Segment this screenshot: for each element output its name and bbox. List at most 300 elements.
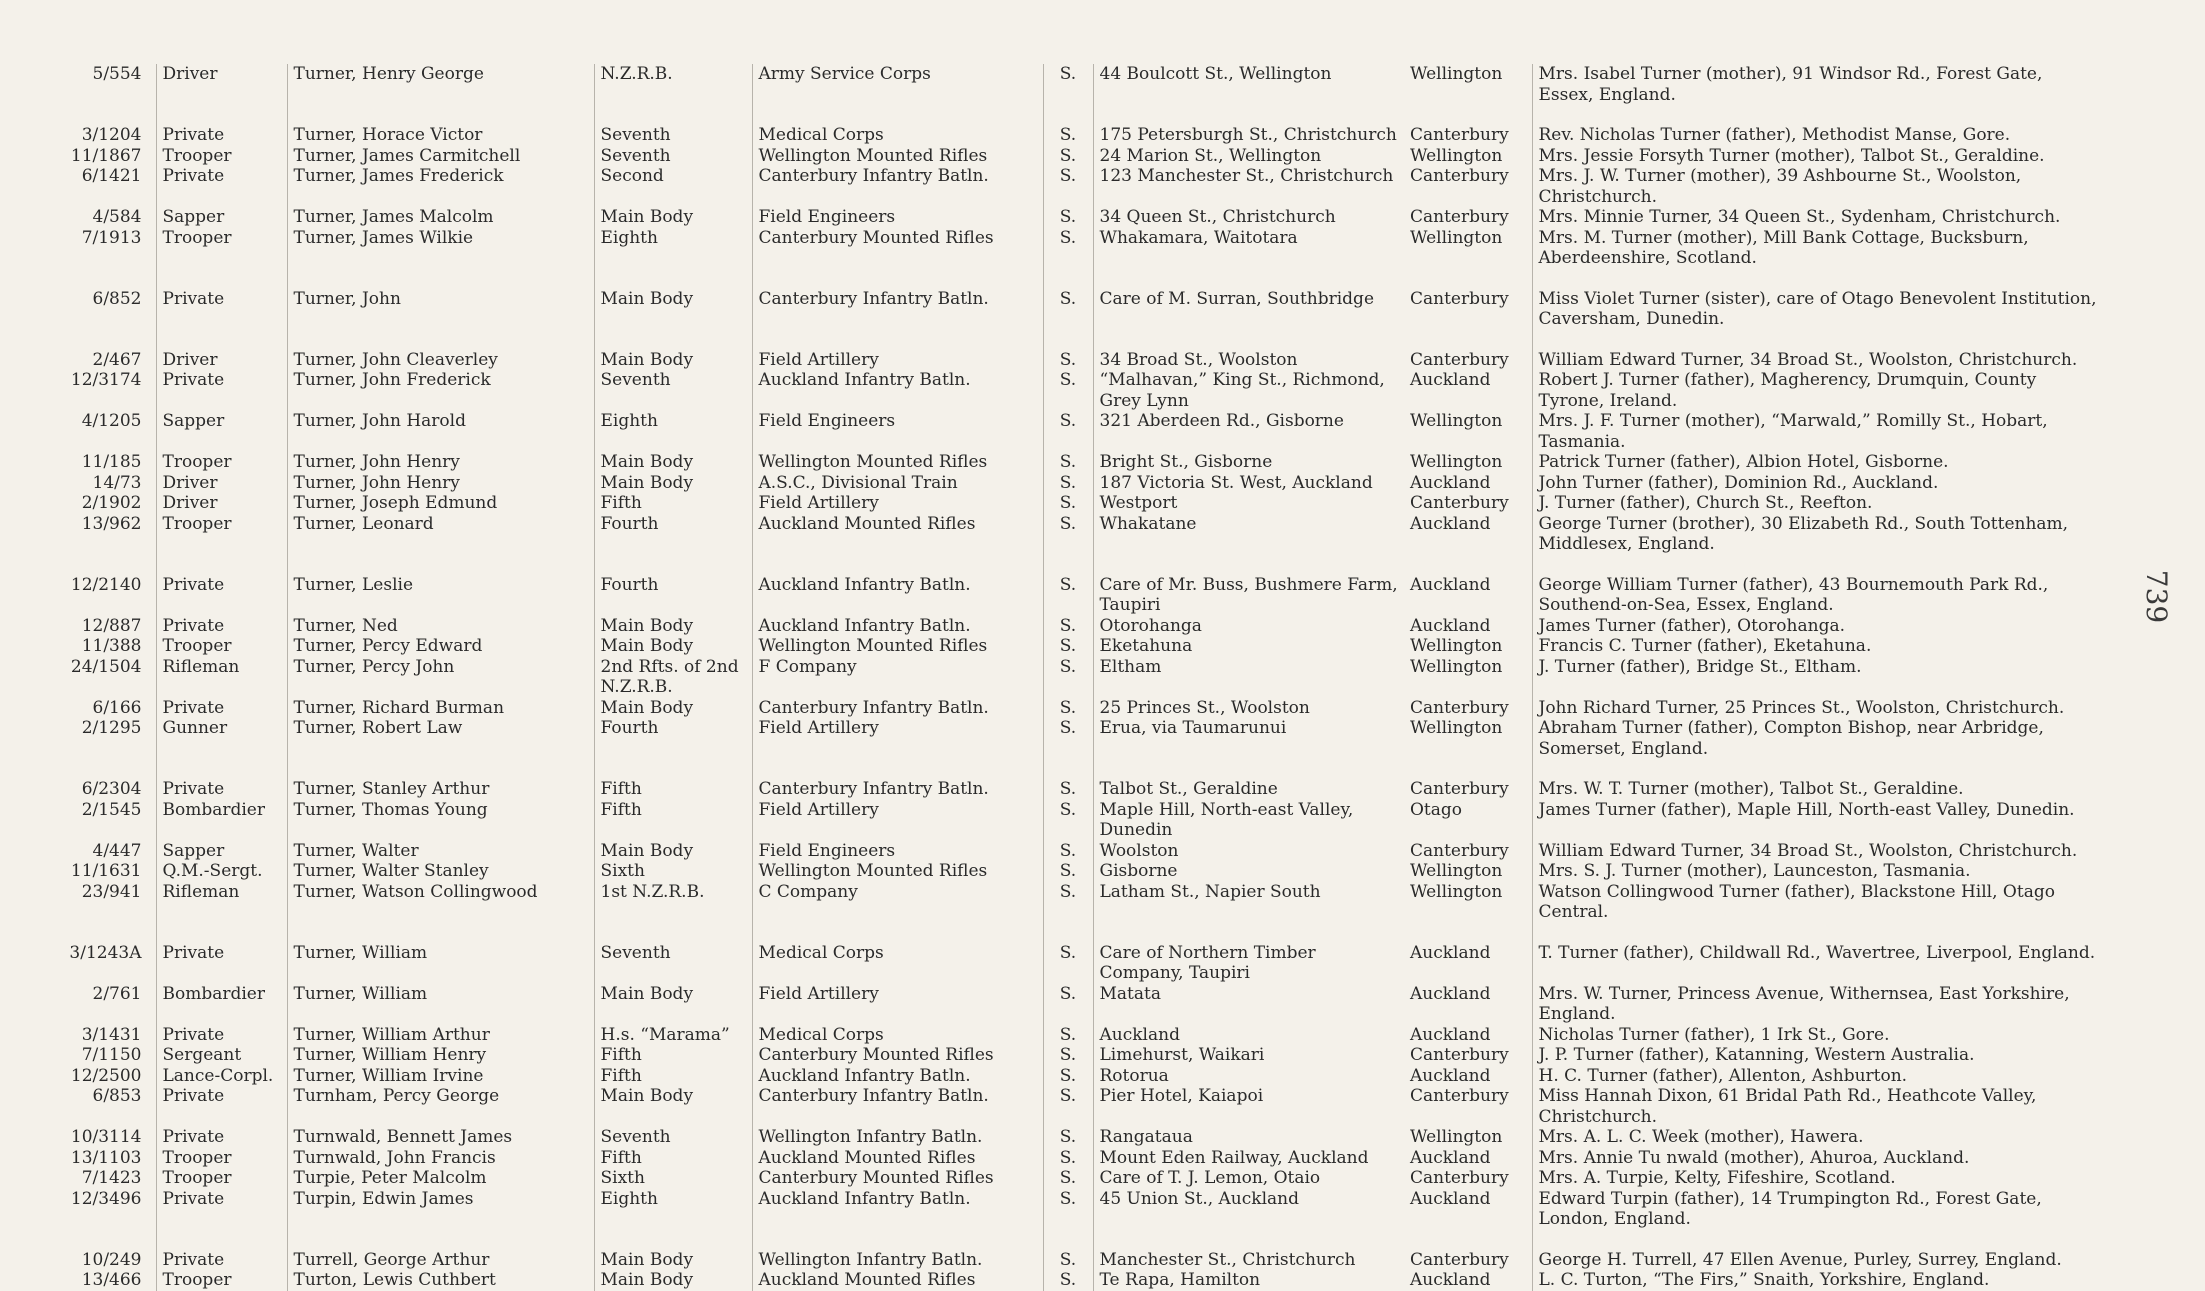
reg-number: 7/1423 xyxy=(81,1168,142,1188)
soldier-name: Turner, Walter xyxy=(287,841,594,862)
rank: Private xyxy=(156,269,287,330)
marital-status: S. xyxy=(1043,228,1093,269)
rank: Driver xyxy=(156,330,287,371)
marital-status: S. xyxy=(1043,841,1093,862)
table-row xyxy=(60,1127,2106,1148)
soldier-name: Turner, William xyxy=(287,923,594,984)
unit: Main Body xyxy=(594,330,752,371)
table-row xyxy=(60,800,2106,841)
marital-status: S. xyxy=(1043,1066,1093,1087)
unit: 2nd Rfts. of 2nd N.Z.R.B. xyxy=(594,657,752,698)
address: Latham St., Napier South xyxy=(1093,882,1404,923)
soldier-name: Turner, John Cleaverley xyxy=(287,330,594,371)
marital-status: S. xyxy=(1043,861,1093,882)
corps: Field Artillery xyxy=(752,330,1043,371)
soldier-name: Turnwald, Bennett James xyxy=(287,1127,594,1148)
district: Wellington xyxy=(1410,411,1503,431)
soldier-name: Turton, Lewis Cuthbert xyxy=(287,1270,594,1291)
reg-number: 10/249 xyxy=(81,1249,142,1270)
table-row xyxy=(60,1230,2106,1271)
address: Whakatane xyxy=(1093,514,1404,555)
next-of-kin: Edward Turpin (father), 14 Trumpington Rd., Forest Gate, London, England. xyxy=(1532,1189,2106,1230)
soldier-name: Turner, John Henry xyxy=(287,473,594,494)
marital-status: S. xyxy=(1043,636,1093,657)
district: Wellington xyxy=(1410,145,1503,166)
next-of-kin: Mrs. A. L. C. Week (mother), Hawera. xyxy=(1532,1127,2106,1148)
rank: Lance-Corpl. xyxy=(156,1066,287,1087)
corps: Field Artillery xyxy=(752,800,1043,841)
next-of-kin: Patrick Turner (father), Albion Hotel, Gisborne. xyxy=(1532,452,2106,473)
reg-number: 24/1504 xyxy=(70,656,142,677)
address: Bright St., Gisborne xyxy=(1093,452,1404,473)
reg-number: 5/554 xyxy=(92,64,142,84)
reg-number: 13/1103 xyxy=(70,1147,142,1168)
marital-status: S. xyxy=(1043,166,1093,207)
table-row xyxy=(60,166,2106,207)
soldier-name: Turner, Percy John xyxy=(287,657,594,698)
next-of-kin: George William Turner (father), 43 Bournemouth Park Rd., Southend-on-Sea, Essex, England. xyxy=(1532,555,2106,616)
corps: Field Artillery xyxy=(752,984,1043,1025)
soldier-name: Turner, John Harold xyxy=(287,411,594,452)
table-row xyxy=(60,636,2106,657)
unit: Sixth xyxy=(594,861,752,882)
soldier-name: Turner, John xyxy=(287,269,594,330)
soldier-name: Turner, Watson Collingwood xyxy=(287,882,594,923)
district: Auckland xyxy=(1410,1270,1491,1290)
corps: Auckland Infantry Batln. xyxy=(752,616,1043,637)
corps: A.S.C., Divisional Train xyxy=(752,473,1043,494)
marital-status: S. xyxy=(1043,882,1093,923)
unit: Fourth xyxy=(594,514,752,555)
rank: Private xyxy=(156,698,287,719)
corps: Auckland Mounted Rifles xyxy=(752,514,1043,555)
address: 123 Manchester St., Christchurch xyxy=(1093,166,1404,207)
marital-status: S. xyxy=(1043,1189,1093,1230)
rank: Private xyxy=(156,105,287,146)
corps: Canterbury Infantry Batln. xyxy=(752,166,1043,207)
address: Care of Mr. Buss, Bushmere Farm, Taupiri xyxy=(1093,555,1404,616)
unit: Fifth xyxy=(594,759,752,800)
unit: Fourth xyxy=(594,718,752,759)
next-of-kin: Nicholas Turner (father), 1 Irk St., Gore. xyxy=(1532,1025,2106,1046)
marital-status: S. xyxy=(1043,514,1093,555)
corps: Field Engineers xyxy=(752,841,1043,862)
table-row xyxy=(60,411,2106,452)
address: Gisborne xyxy=(1093,861,1404,882)
table-row xyxy=(60,718,2106,759)
next-of-kin: John Richard Turner, 25 Princes St., Woolston, Christchurch. xyxy=(1532,698,2106,719)
marital-status: S. xyxy=(1043,718,1093,759)
address: 34 Broad St., Woolston xyxy=(1093,330,1404,371)
next-of-kin: Mrs. J. W. Turner (mother), 39 Ashbourne St., Woolston, Christchurch. xyxy=(1532,166,2106,207)
marital-status: S. xyxy=(1043,269,1093,330)
address: Otorohanga xyxy=(1093,616,1404,637)
reg-number: 2/1545 xyxy=(81,799,142,820)
marital-status: S. xyxy=(1043,1086,1093,1127)
reg-number: 11/1631 xyxy=(70,861,142,881)
address: 25 Princes St., Woolston xyxy=(1093,698,1404,719)
district: Canterbury xyxy=(1410,349,1509,370)
address: Care of Northern Timber Company, Taupiri xyxy=(1093,923,1404,984)
rank: Private xyxy=(156,1230,287,1271)
soldier-name: Turner, Leonard xyxy=(287,514,594,555)
table-row xyxy=(60,370,2106,411)
district: Canterbury xyxy=(1410,288,1509,309)
district: Canterbury xyxy=(1410,493,1509,513)
corps: Canterbury Infantry Batln. xyxy=(752,759,1043,800)
next-of-kin: Mrs. A. Turpie, Kelty, Fifeshire, Scotland. xyxy=(1532,1168,2106,1189)
table-row xyxy=(60,657,2106,698)
corps: Auckland Infantry Batln. xyxy=(752,370,1043,411)
unit: Fifth xyxy=(594,1148,752,1169)
soldier-name: Turnham, Percy George xyxy=(287,1086,594,1127)
corps: Wellington Mounted Rifles xyxy=(752,146,1043,167)
reg-number: 3/1431 xyxy=(81,1024,142,1045)
district: Canterbury xyxy=(1410,1168,1509,1188)
table-row xyxy=(60,228,2106,269)
unit: Main Body xyxy=(594,1086,752,1127)
rank: Driver xyxy=(156,64,287,105)
reg-number: 6/2304 xyxy=(81,779,142,799)
address: Pier Hotel, Kaiapoi xyxy=(1093,1086,1404,1127)
district: Auckland xyxy=(1410,615,1491,636)
district: Auckland xyxy=(1410,942,1491,963)
unit: Main Body xyxy=(594,841,752,862)
marital-status: S. xyxy=(1043,146,1093,167)
corps: Wellington Mounted Rifles xyxy=(752,861,1043,882)
unit: Main Body xyxy=(594,1270,752,1291)
district: Auckland xyxy=(1410,574,1491,595)
next-of-kin: Mrs. M. Turner (mother), Mill Bank Cottage, Bucksburn, Aberdeenshire, Scotland. xyxy=(1532,228,2106,269)
marital-status: S. xyxy=(1043,1148,1093,1169)
marital-status: S. xyxy=(1043,1025,1093,1046)
reg-number: 11/185 xyxy=(81,452,142,472)
soldier-name: Turner, John Henry xyxy=(287,452,594,473)
reg-number: 12/3496 xyxy=(70,1188,142,1209)
reg-number: 13/466 xyxy=(81,1270,142,1290)
unit: Main Body xyxy=(594,616,752,637)
marital-status: S. xyxy=(1043,698,1093,719)
corps: Medical Corps xyxy=(752,1025,1043,1046)
unit: Eighth xyxy=(594,228,752,269)
corps: Auckland Infantry Batln. xyxy=(752,1066,1043,1087)
next-of-kin: Mrs. W. T. Turner (mother), Talbot St., Geraldine. xyxy=(1532,759,2106,800)
next-of-kin: Francis C. Turner (father), Eketahuna. xyxy=(1532,636,2106,657)
corps: Canterbury Mounted Rifles xyxy=(752,1045,1043,1066)
rank: Driver xyxy=(156,473,287,494)
rank: Sapper xyxy=(156,411,287,452)
marital-status: S. xyxy=(1043,657,1093,698)
corps: Auckland Mounted Rifles xyxy=(752,1270,1043,1291)
corps: Canterbury Mounted Rifles xyxy=(752,228,1043,269)
next-of-kin: James Turner (father), Otorohanga. xyxy=(1532,616,2106,637)
reg-number: 3/1243A xyxy=(69,942,142,963)
table-row xyxy=(60,473,2106,494)
reg-number: 6/1421 xyxy=(81,166,142,186)
address: Rotorua xyxy=(1093,1066,1404,1087)
soldier-name: Turner, Joseph Edmund xyxy=(287,493,594,514)
soldier-name: Turner, William Arthur xyxy=(287,1025,594,1046)
district: Canterbury xyxy=(1410,1045,1509,1065)
next-of-kin: Watson Collingwood Turner (father), Blackstone Hill, Otago Central. xyxy=(1532,882,2106,923)
table-row xyxy=(60,64,2106,105)
marital-status: S. xyxy=(1043,1270,1093,1291)
table-row xyxy=(60,861,2106,882)
address: Erua, via Taumarunui xyxy=(1093,718,1404,759)
corps: Canterbury Infantry Batln. xyxy=(752,1086,1043,1127)
unit: Second xyxy=(594,166,752,207)
table-row xyxy=(60,616,2106,637)
corps: Auckland Mounted Rifles xyxy=(752,1148,1043,1169)
reg-number: 11/1867 xyxy=(70,145,142,166)
soldier-name: Turner, Richard Burman xyxy=(287,698,594,719)
address: Eketahuna xyxy=(1093,636,1404,657)
next-of-kin: Abraham Turner (father), Compton Bishop, near Arbridge, Somerset, England. xyxy=(1532,718,2106,759)
table-row xyxy=(60,984,2106,1025)
district: Canterbury xyxy=(1410,697,1509,718)
table-row xyxy=(60,1189,2106,1230)
district: Wellington xyxy=(1410,452,1503,472)
table-row xyxy=(60,1270,2106,1291)
next-of-kin: Mrs. Jessie Forsyth Turner (mother), Talbot St., Geraldine. xyxy=(1532,146,2106,167)
soldier-name: Turpie, Peter Malcolm xyxy=(287,1168,594,1189)
soldier-name: Turner, Ned xyxy=(287,616,594,637)
table-row xyxy=(60,555,2106,616)
marital-status: S. xyxy=(1043,800,1093,841)
address: 45 Union St., Auckland xyxy=(1093,1189,1404,1230)
address: Westport xyxy=(1093,493,1404,514)
address: Care of M. Surran, Southbridge xyxy=(1093,269,1404,330)
district: Wellington xyxy=(1410,881,1503,902)
next-of-kin: James Turner (father), Maple Hill, North-east Valley, Dunedin. xyxy=(1532,800,2106,841)
reg-number: 10/3114 xyxy=(70,1127,142,1147)
unit: Seventh xyxy=(594,923,752,984)
roll-rows xyxy=(60,64,2106,1291)
corps: Field Artillery xyxy=(752,493,1043,514)
next-of-kin: George Turner (brother), 30 Elizabeth Rd., South Tottenham, Middlesex, England. xyxy=(1532,514,2106,555)
district: Wellington xyxy=(1410,227,1503,248)
rank: Bombardier xyxy=(156,984,287,1025)
soldier-name: Turner, Thomas Young xyxy=(287,800,594,841)
address: Matata xyxy=(1093,984,1404,1025)
rank: Trooper xyxy=(156,1148,287,1169)
corps: Wellington Mounted Rifles xyxy=(752,452,1043,473)
unit: Fourth xyxy=(594,555,752,616)
address: 44 Boulcott St., Wellington xyxy=(1093,64,1404,105)
address: 34 Queen St., Christchurch xyxy=(1093,207,1404,228)
address: Mount Eden Railway, Auckland xyxy=(1093,1148,1404,1169)
reg-number: 4/1205 xyxy=(81,411,142,431)
district: Auckland xyxy=(1410,1065,1491,1086)
address: Limehurst, Waikari xyxy=(1093,1045,1404,1066)
table-row xyxy=(60,923,2106,984)
reg-number: 4/584 xyxy=(92,207,142,227)
rank: Rifleman xyxy=(156,657,287,698)
soldier-name: Turpin, Edwin James xyxy=(287,1189,594,1230)
unit: Main Body xyxy=(594,1230,752,1271)
rank: Trooper xyxy=(156,1168,287,1189)
address: Maple Hill, North-east Valley, Dunedin xyxy=(1093,800,1404,841)
reg-number: 2/761 xyxy=(92,983,142,1004)
soldier-name: Turner, William Irvine xyxy=(287,1066,594,1087)
rank: Q.M.-Sergt. xyxy=(156,861,287,882)
unit: Main Body xyxy=(594,452,752,473)
table-row xyxy=(60,1045,2106,1066)
next-of-kin: Mrs. W. Turner, Princess Avenue, Withernsea, East Yorkshire, England. xyxy=(1532,984,2106,1025)
marital-status: S. xyxy=(1043,411,1093,452)
table-row xyxy=(60,452,2106,473)
next-of-kin: George H. Turrell, 47 Ellen Avenue, Purley, Surrey, England. xyxy=(1532,1230,2106,1271)
rank: Private xyxy=(156,923,287,984)
soldier-name: Turner, James Wilkie xyxy=(287,228,594,269)
rank: Private xyxy=(156,1025,287,1046)
address: Auckland xyxy=(1093,1025,1404,1046)
marital-status: S. xyxy=(1043,370,1093,411)
corps: Medical Corps xyxy=(752,923,1043,984)
corps: Field Engineers xyxy=(752,411,1043,452)
district: Canterbury xyxy=(1410,1249,1509,1270)
unit: Seventh xyxy=(594,370,752,411)
next-of-kin: J. Turner (father), Church St., Reefton. xyxy=(1532,493,2106,514)
marital-status: S. xyxy=(1043,105,1093,146)
district: Wellington xyxy=(1410,861,1503,881)
rank: Trooper xyxy=(156,514,287,555)
rank: Private xyxy=(156,616,287,637)
reg-number: 14/73 xyxy=(92,472,142,493)
corps: C Company xyxy=(752,882,1043,923)
corps: Wellington Infantry Batln. xyxy=(752,1127,1043,1148)
rank: Sergeant xyxy=(156,1045,287,1066)
reg-number: 6/852 xyxy=(92,288,142,309)
rank: Trooper xyxy=(156,636,287,657)
district: Auckland xyxy=(1410,983,1491,1004)
table-row xyxy=(60,207,2106,228)
district: Canterbury xyxy=(1410,779,1509,799)
next-of-kin: Robert J. Turner (father), Magherency, Drumquin, County Tyrone, Ireland. xyxy=(1532,370,2106,411)
next-of-kin: Miss Violet Turner (sister), care of Otago Benevolent Institution, Caversham, Dunedin. xyxy=(1532,269,2106,330)
next-of-kin: Mrs. Annie Tu nwald (mother), Ahuroa, Auckland. xyxy=(1532,1148,2106,1169)
next-of-kin: J. P. Turner (father), Katanning, Western Australia. xyxy=(1532,1045,2106,1066)
unit: Fifth xyxy=(594,800,752,841)
rank: Gunner xyxy=(156,718,287,759)
address: 24 Marion St., Wellington xyxy=(1093,146,1404,167)
table-row xyxy=(60,514,2106,555)
rank: Trooper xyxy=(156,1270,287,1291)
reg-number: 23/941 xyxy=(81,881,142,902)
soldier-name: Turner, James Malcolm xyxy=(287,207,594,228)
address: Whakamara, Waitotara xyxy=(1093,228,1404,269)
unit: Eighth xyxy=(594,1189,752,1230)
corps: Canterbury Mounted Rifles xyxy=(752,1168,1043,1189)
address: Manchester St., Christchurch xyxy=(1093,1230,1404,1271)
soldier-name: Turner, Leslie xyxy=(287,555,594,616)
reg-number: 12/3174 xyxy=(70,370,142,390)
table-row xyxy=(60,841,2106,862)
corps: Wellington Infantry Batln. xyxy=(752,1230,1043,1271)
marital-status: S. xyxy=(1043,759,1093,800)
table-row xyxy=(60,493,2106,514)
unit: Eighth xyxy=(594,411,752,452)
corps: Canterbury Infantry Batln. xyxy=(752,269,1043,330)
district: Auckland xyxy=(1410,370,1491,390)
next-of-kin: H. C. Turner (father), Allenton, Ashburton. xyxy=(1532,1066,2106,1087)
rank: Private xyxy=(156,1127,287,1148)
district: Wellington xyxy=(1410,718,1503,738)
district: Auckland xyxy=(1410,1147,1491,1168)
table-row xyxy=(60,1148,2106,1169)
unit: Main Body xyxy=(594,984,752,1025)
rank: Sapper xyxy=(156,841,287,862)
reg-number: 12/2500 xyxy=(70,1065,142,1086)
rank: Bombardier xyxy=(156,800,287,841)
unit: Fifth xyxy=(594,1066,752,1087)
marital-status: S. xyxy=(1043,64,1093,105)
district: Canterbury xyxy=(1410,166,1509,186)
unit: Seventh xyxy=(594,1127,752,1148)
rank: Rifleman xyxy=(156,882,287,923)
district: Canterbury xyxy=(1410,840,1509,861)
district: Otago xyxy=(1410,799,1463,820)
soldier-name: Turner, James Carmitchell xyxy=(287,146,594,167)
roll-table xyxy=(60,64,2106,1291)
marital-status: S. xyxy=(1043,1127,1093,1148)
unit: Main Body xyxy=(594,636,752,657)
reg-number: 2/1295 xyxy=(81,718,142,738)
reg-number: 6/853 xyxy=(92,1086,142,1106)
soldier-name: Turner, William xyxy=(287,984,594,1025)
rank: Private xyxy=(156,555,287,616)
next-of-kin: T. Turner (father), Childwall Rd., Wavertree, Liverpool, England. xyxy=(1532,923,2106,984)
rank: Trooper xyxy=(156,452,287,473)
table-row xyxy=(60,269,2106,330)
district: Canterbury xyxy=(1410,1086,1509,1106)
soldier-name: Turner, William Henry xyxy=(287,1045,594,1066)
address: Woolston xyxy=(1093,841,1404,862)
rank: Private xyxy=(156,1189,287,1230)
corps: Field Engineers xyxy=(752,207,1043,228)
reg-number: 2/1902 xyxy=(81,493,142,513)
reg-number: 12/887 xyxy=(81,615,142,636)
corps: Auckland Infantry Batln. xyxy=(752,1189,1043,1230)
table-row xyxy=(60,1086,2106,1127)
district: Auckland xyxy=(1410,513,1491,534)
address: Te Rapa, Hamilton xyxy=(1093,1270,1404,1291)
rank: Trooper xyxy=(156,228,287,269)
district: Canterbury xyxy=(1410,207,1509,227)
next-of-kin: Miss Hannah Dixon, 61 Bridal Path Rd., Heathcote Valley, Christchurch. xyxy=(1532,1086,2106,1127)
marital-status: S. xyxy=(1043,330,1093,371)
district: Canterbury xyxy=(1410,125,1509,145)
reg-number: 13/962 xyxy=(81,513,142,534)
next-of-kin: J. Turner (father), Bridge St., Eltham. xyxy=(1532,657,2106,698)
corps: Canterbury Infantry Batln. xyxy=(752,698,1043,719)
table-row xyxy=(60,1025,2106,1046)
reg-number: 11/388 xyxy=(81,636,142,656)
soldier-name: Turner, James Frederick xyxy=(287,166,594,207)
next-of-kin: William Edward Turner, 34 Broad St., Woolston, Christchurch. xyxy=(1532,330,2106,371)
page-number: 739 xyxy=(2140,569,2174,624)
unit: Main Body xyxy=(594,473,752,494)
marital-status: S. xyxy=(1043,616,1093,637)
address: Eltham xyxy=(1093,657,1404,698)
unit: Sixth xyxy=(594,1168,752,1189)
soldier-name: Turner, Stanley Arthur xyxy=(287,759,594,800)
rank: Private xyxy=(156,166,287,207)
address: Rangataua xyxy=(1093,1127,1404,1148)
unit: Main Body xyxy=(594,698,752,719)
marital-status: S. xyxy=(1043,493,1093,514)
soldier-name: Turner, Walter Stanley xyxy=(287,861,594,882)
